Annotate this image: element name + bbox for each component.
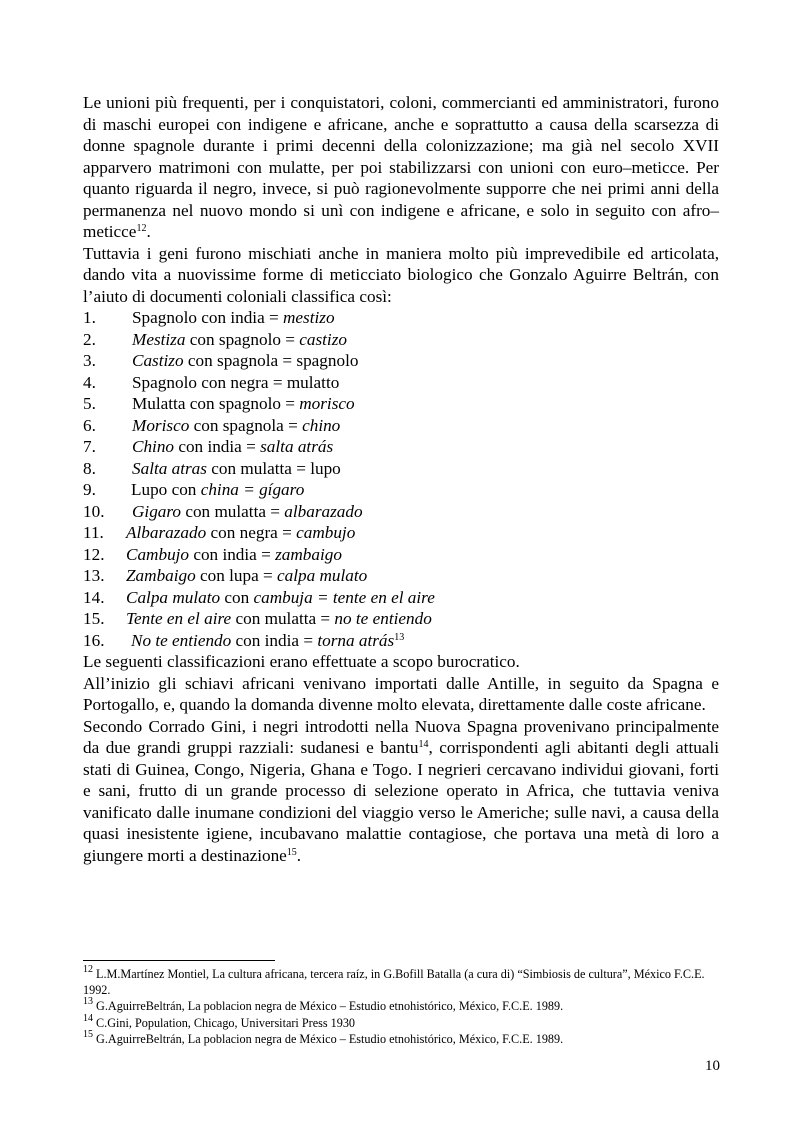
casta-parent-a: Tente en el aire [126, 609, 232, 628]
list-item [83, 307, 719, 329]
list-item [83, 372, 719, 394]
page-number: 10 [705, 1058, 720, 1074]
casta-connector: con india = [196, 308, 284, 327]
list-item [83, 458, 719, 480]
footnote [83, 966, 719, 998]
paragraph-genes: Tuttavia i geni furono mischiati anche in maniera molto più imprevedibile ed articolata, dando vita a nuovissime forme di meticciato biologico che Gonzalo Aguirre Beltrán, con l’aiuto di documenti coloniali classifica così: [83, 243, 719, 306]
list-item [83, 479, 719, 501]
list-item-number: 2. [83, 329, 96, 349]
list-item-text [131, 631, 404, 650]
casta-connector: con lupa = [195, 566, 278, 585]
list-item-text [132, 394, 355, 413]
casta-parent-a: Mulatta [132, 394, 186, 413]
paragraph-bureaucratic: Le seguenti classificazioni erano effettuate a scopo burocratico. [83, 652, 520, 671]
casta-connector: con [220, 587, 254, 607]
casta-parent-a: Spagnolo [132, 372, 197, 392]
casta-parent-a: No te entiendo [131, 630, 232, 650]
casta-parent-a: Chino [132, 437, 175, 456]
casta-parent-a: Albarazado [126, 523, 207, 542]
casta-parent-a: Salta atras [132, 458, 207, 478]
footnote [83, 998, 719, 1014]
paragraph-unions [83, 92, 719, 243]
paragraph-text: Le unioni più frequenti, per i conquistatori, coloni, commercianti ed amministratori, furono di maschi europei con indigene e africane, anche e soprattutto a causa della scarsezza di donne spagnole durante i primi decenni della colonizzazione; ma già nel secolo XVII apparvero matrimoni con mulatte, per poi stabilizzarsi con unioni con euro–meticce. Per quanto riguarda il negro, invece, si può ragionevolmente supporre che nei primi anni della permanenza nel nuovo mondo si unì con indigene e africane, e solo in seguito con afro–meticce [83, 93, 719, 241]
casta-result: calpa mulato [277, 566, 368, 585]
list-item-number: 13. [83, 566, 105, 585]
list-item [83, 329, 719, 351]
casta-parent-a: Zambaigo [126, 566, 196, 585]
paragraph-slaves-origin: All’inizio gli schiavi africani venivano importati dalle Antille, in seguito da Spagna e Portogallo, e, quando la domanda divenne molto elevata, direttamente dalle coste africane. [83, 673, 719, 714]
list-item [83, 544, 719, 566]
list-item-number: 12. [83, 544, 105, 564]
casta-connector: con india = [189, 544, 276, 564]
casta-connector: con spagnola = [183, 351, 297, 370]
casta-connector: china [200, 480, 239, 499]
list-item-number: 3. [83, 351, 96, 370]
casta-result: spagnolo [296, 351, 359, 370]
casta-result: mestizo [283, 308, 335, 327]
paragraph-gini [83, 716, 719, 867]
list-item-number: 7. [83, 437, 96, 456]
list-item-number: 11. [83, 523, 104, 542]
casta-result: torna atrás [317, 630, 395, 650]
footnote-ref: 12 [136, 223, 147, 234]
list-item [83, 436, 719, 458]
casta-result: cambujo [296, 523, 356, 542]
list-item-text [132, 308, 335, 327]
list-item-number: 1. [83, 308, 96, 327]
list-item [83, 501, 719, 523]
casta-connector: con india = [174, 437, 261, 456]
list-item [83, 630, 719, 652]
footnotes [83, 966, 719, 1047]
list-item-text [126, 523, 355, 542]
casta-connector: con spagnolo = [185, 394, 300, 413]
list-item-text [126, 545, 342, 564]
casta-connector: con india = [231, 630, 318, 650]
list-item [83, 587, 719, 609]
paragraph-text: , corrispondenti agli abitanti degli attuali stati di Guinea, Congo, Nigeria, Ghana e Togo. I negrieri cercavano individui giovani, forti e sani, frutto di un grande processo di selezione operato in Africa, che tuttavia veniva vanificato dalle inumane condizioni del viaggio verso le Americhe; sulle navi, a causa della quasi inesistente igiene, incubavano malattie contagiose, che portava una metà di loro a giungere morti a destinazione [83, 738, 719, 865]
list-item-number: 16. [83, 630, 105, 650]
list-item [83, 415, 719, 437]
list-item-number: 4. [83, 372, 96, 392]
paragraph-end: . [296, 845, 302, 865]
casta-parent-a: Lupo con [131, 480, 201, 499]
casta-result: castizo [299, 329, 347, 349]
list-item-text [132, 416, 340, 435]
casta-result: = gígaro [238, 480, 305, 499]
list-item-number: 10. [83, 501, 105, 521]
list-item [83, 350, 719, 372]
casta-result: cambuja = tente en el aire [253, 587, 435, 607]
list-item [83, 522, 719, 544]
casta-connector: con mulatta = [206, 458, 311, 478]
page-body [83, 92, 719, 866]
casta-connector: con negra = [196, 372, 287, 392]
casta-result: zambaigo [275, 544, 342, 564]
list-item [83, 608, 719, 630]
list-item-text [132, 459, 341, 478]
list-item [83, 393, 719, 415]
paragraph-text: Secondo Corrado Gini, i negri introdotti nella Nuova Spagna provenivano principalmente da due grandi gruppi razziali: sudanesi e bantu [83, 716, 719, 757]
footnote [83, 1012, 719, 1031]
list-item-number: 9. [83, 480, 96, 499]
footnote-ref: 13 [394, 631, 405, 643]
casta-connector: con spagnolo = [185, 329, 300, 349]
casta-parent-a: Gigaro [132, 501, 182, 521]
list-item-number: 6. [83, 415, 96, 435]
footnote-text: G.AguirreBeltrán, La poblacion negra de México – Estudio etnohistórico, México, F.C.E. 1989. [93, 999, 564, 1014]
casta-result: salta atrás [260, 437, 334, 456]
footnote-number: 13 [83, 996, 93, 1008]
footnote-number: 12 [83, 964, 93, 975]
casta-result: albarazado [284, 501, 363, 521]
list-item-number: 8. [83, 458, 96, 478]
footnote-number: 14 [83, 1012, 93, 1024]
casta-result: morisco [299, 394, 355, 413]
list-item-text [132, 502, 363, 521]
casta-result: chino [302, 415, 341, 435]
casta-parent-a: Castizo [132, 351, 184, 370]
footnote-text: C.Gini, Population, Chicago, Universitari Press 1930 [93, 1015, 356, 1030]
footnote-ref: 14 [418, 739, 429, 750]
list-item [83, 565, 719, 587]
casta-connector: con negra = [206, 523, 297, 542]
list-item-text [126, 566, 367, 585]
list-item-number: 15. [83, 609, 105, 628]
list-item-text [132, 351, 358, 370]
footnote-number: 15 [83, 1028, 93, 1040]
casta-result: lupo [310, 458, 341, 478]
casta-parent-a: Morisco [132, 415, 190, 435]
casta-connector: con spagnola = [189, 415, 303, 435]
casta-classification-list [83, 307, 719, 651]
casta-connector: con mulatta = [231, 609, 335, 628]
list-item-text [131, 480, 304, 499]
casta-result: mulatto [286, 372, 340, 392]
footnote-separator [83, 960, 275, 961]
footnote [83, 1028, 719, 1047]
footnote-ref: 15 [286, 846, 297, 858]
casta-result: no te entiendo [334, 609, 432, 628]
footnote-text: L.M.Martínez Montiel, La cultura africana, tercera raíz, in G.Bofill Batalla (a cura di) “Simbiosis de cultura”, México F.C.E. 1992. [83, 967, 705, 998]
list-item-number: 14. [83, 587, 105, 607]
paragraph-end: . [146, 222, 151, 241]
list-item-text [132, 373, 339, 392]
list-item-text [132, 437, 333, 456]
list-item-text [132, 330, 347, 349]
casta-parent-a: Calpa mulato [126, 587, 221, 607]
list-item-text [126, 609, 432, 628]
list-item-text [126, 588, 435, 607]
list-item-number: 5. [83, 394, 96, 413]
casta-parent-a: Mestiza [132, 329, 186, 349]
footnote-text: G.AguirreBeltrán, La poblacion negra de México – Estudio etnohistórico, México, F.C.E. 1989. [93, 1031, 564, 1046]
casta-parent-a: Cambujo [126, 544, 190, 564]
casta-parent-a: Spagnolo [132, 308, 197, 327]
casta-connector: con mulatta = [181, 501, 285, 521]
